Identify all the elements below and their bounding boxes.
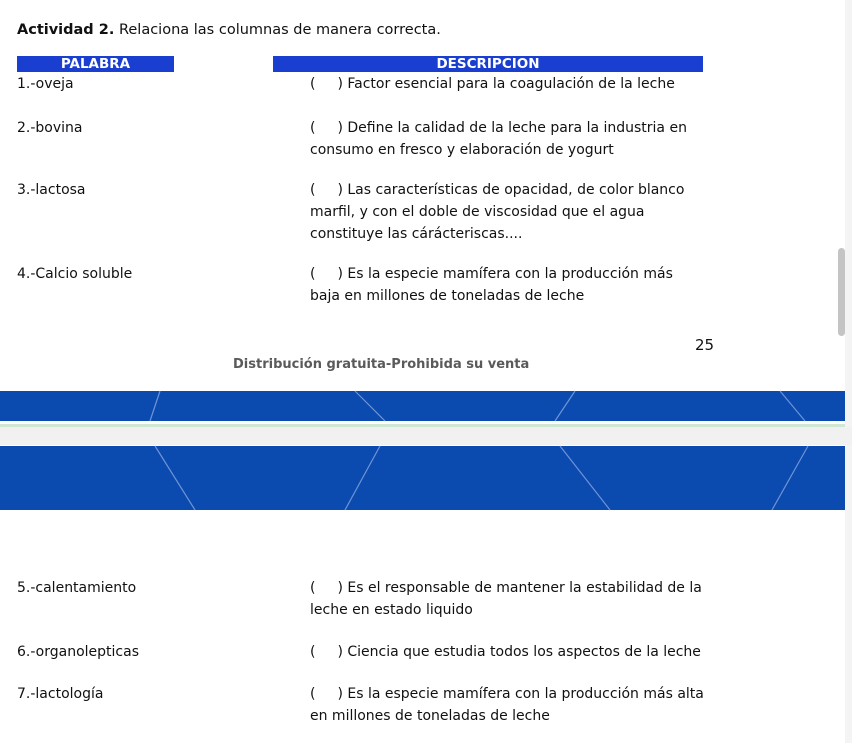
header-palabra: PALABRA: [17, 56, 174, 72]
description-item: ( ) Factor esencial para la coagulación de la leche: [310, 76, 675, 92]
description-item: ( ) Ciencia que estudia todos los aspectos de la leche: [310, 644, 701, 660]
description-item: ( ) Las características de opacidad, de color blanco marfil, y con el doble de viscosidad que el agua constituye las cárácteriscas....: [310, 182, 685, 242]
word-item: 3.-lactosa: [17, 182, 86, 198]
word-item: 7.-lactología: [17, 686, 104, 702]
description-item: ( ) Es la especie mamífera con la producción más alta en millones de toneladas de leche: [310, 686, 704, 724]
description-item: ( ) Es el responsable de mantener la estabilidad de la leche en estado liquido: [310, 580, 702, 618]
activity-title: Actividad 2. Relaciona las columnas de manera correcta.: [17, 22, 441, 38]
page-footer: Distribución gratuita-Prohibida su venta: [233, 357, 530, 372]
word-item: 6.-organolepticas: [17, 644, 139, 660]
description-item: ( ) Define la calidad de la leche para la industria en consumo en fresco y elaboración de yogurt: [310, 120, 687, 158]
word-item: 1.-oveja: [17, 76, 74, 92]
header-descripcion: DESCRIPCION: [273, 56, 703, 72]
word-item: 2.-bovina: [17, 120, 83, 136]
word-item: 4.-Calcio soluble: [17, 266, 133, 282]
word-item: 5.-calentamiento: [17, 580, 137, 596]
description-item: ( ) Es la especie mamífera con la producción más baja en millones de toneladas de leche: [310, 266, 673, 304]
page-number: 25: [695, 336, 715, 354]
